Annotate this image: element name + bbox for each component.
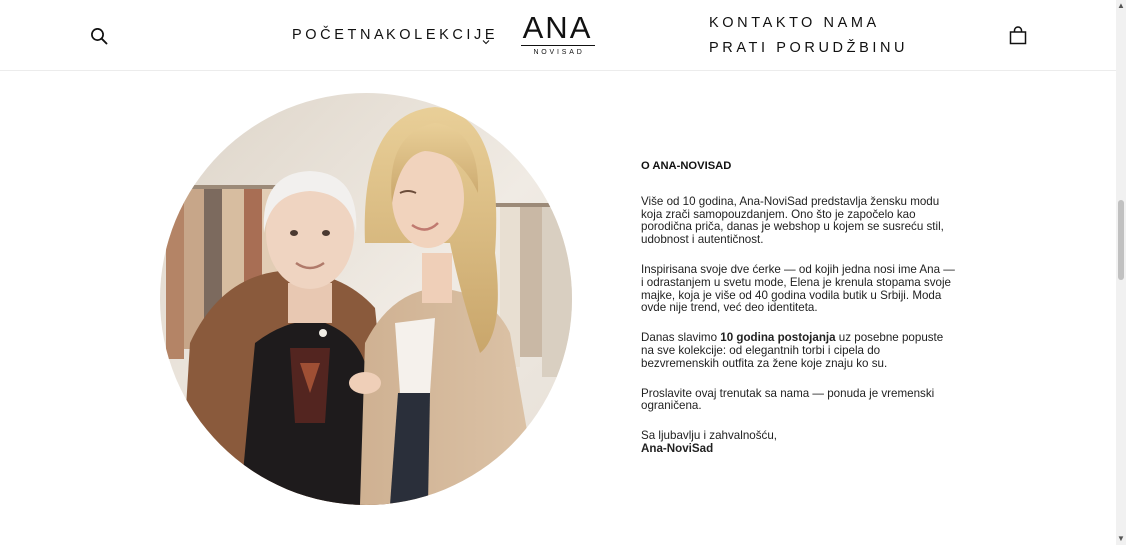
scrollbar-thumb[interactable] — [1118, 200, 1124, 280]
about-paragraph-anniversary — [641, 332, 959, 370]
anniversary-text-end: uz posebne popuste na sve kolekcije: od elegantnih torbi i cipela do bezvremenskih outfita za žene koje znaju ko su. — [641, 331, 944, 370]
about-paragraph-offer: Proslavite ovaj trenutak sa nama — ponuda je vremenski ograničena. — [641, 386, 935, 413]
scroll-up-arrow-icon[interactable]: ▲ — [1117, 1, 1125, 10]
signature-line: Sa ljubavlju i zahvalnošću, — [641, 429, 777, 443]
nav-contact-link[interactable]: KONTAKT — [709, 15, 802, 31]
scroll-down-arrow-icon[interactable]: ▼ — [1117, 534, 1125, 543]
about-paragraph-history: Više od 10 godina, Ana-NoviSad predstavlja žensku modu koja zrači samopouzdanjem. Ono što je započelo kao porodična priča, danas je webshop u kojem se susreću stil, udobnost i autentičnost. — [641, 194, 944, 247]
search-icon[interactable] — [90, 27, 108, 45]
nav-home-link[interactable]: POČETNA — [292, 27, 388, 43]
anniversary-highlight: 10 godina postojanja — [720, 331, 836, 345]
nav-about-link[interactable]: O NAMA — [801, 15, 880, 31]
site-header — [0, 0, 1116, 71]
logo-subtitle: NOVISAD — [533, 49, 585, 56]
logo-wordmark: ANA — [522, 10, 593, 45]
signature-name: Ana-NoviSad — [641, 441, 714, 455]
chevron-down-icon[interactable] — [481, 33, 491, 41]
anniversary-text-start: Danas slavimo — [641, 331, 721, 345]
page-scrollbar[interactable] — [1116, 0, 1126, 545]
logo-divider — [521, 45, 595, 46]
about-paragraph-inspiration: Inspirisana svoje dve ćerke — od kojih jedna nosi ime Ana — i odrastanjem u svetu mode, Elena je krenula stopama svoje majke, koja je više od 40 godina vodila butik u Srbiji. Moda ovde nije trend, već deo identiteta. — [641, 262, 955, 315]
about-section — [641, 160, 959, 456]
nav-track-order-link[interactable]: PRATI PORUDŽBINU — [709, 40, 909, 56]
about-heading: O ANA-NOVISAD — [641, 160, 732, 172]
nav-collections-link[interactable]: KOLEKCIJE — [386, 27, 499, 43]
cart-icon[interactable] — [1008, 26, 1028, 46]
founders-photo — [160, 93, 572, 505]
brand-logo[interactable] — [519, 10, 596, 57]
